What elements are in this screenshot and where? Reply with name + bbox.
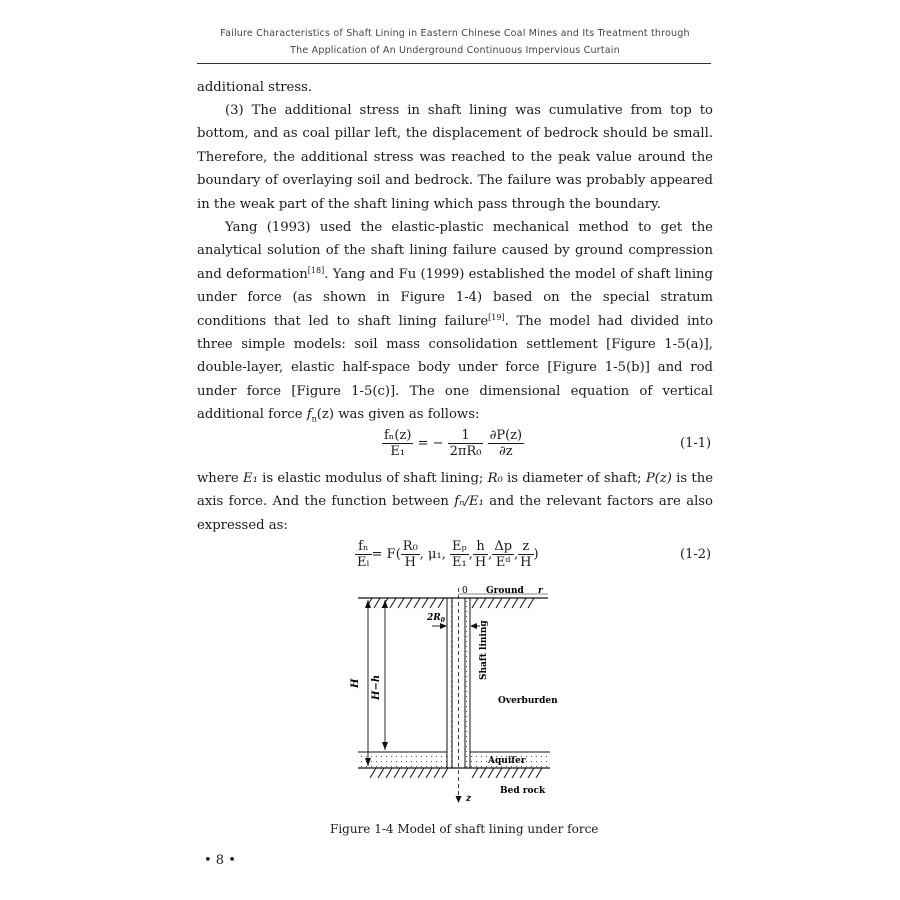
figure-caption: Figure 1-4 Model of shaft lining under force [330, 822, 599, 836]
eq2-lhs-den: Eₗ [357, 555, 370, 570]
eq2-t4-den: Eᵈ [495, 555, 511, 570]
label-diameter-main: 2R [427, 613, 441, 623]
label-origin: 0 [462, 586, 468, 596]
label-z-axis: z [466, 794, 472, 804]
p3-e1: E₁ [242, 471, 258, 486]
citation-18: [18] [307, 265, 325, 275]
eq1-rhs2-num: ∂P(z) [489, 428, 523, 443]
paragraph-2-text-d: was given as follows: [334, 407, 480, 423]
label-shaft-lining: Shaft lining [479, 620, 489, 680]
eq2-t5-num: z [518, 539, 533, 555]
running-header-line2: The Application of An Underground Continuous Impervious Curtain [290, 45, 620, 56]
shaft-wall-right [465, 598, 470, 768]
fn-symbol: f [306, 407, 312, 423]
running-header-line1: Failure Characteristics of Shaft Lining in Eastern Chinese Coal Mines and Its Treatment through [220, 28, 690, 39]
label-bedrock: Bed rock [500, 786, 546, 796]
eq1-lhs-num: fₙ(z) [384, 428, 412, 443]
z-axis-arrow [456, 796, 462, 803]
label-ground: Ground [486, 586, 524, 596]
fn-argument: (z) [316, 407, 334, 423]
eq1-lhs-den: E₁ [390, 444, 406, 459]
eq2-t2-den: E₁ [451, 555, 467, 570]
eq2-t1-num: R₀ [402, 539, 418, 554]
page-number: • 8 • [204, 853, 236, 868]
eq2-lhs-num: fₙ [355, 539, 372, 555]
eq2-func: = F( [371, 547, 401, 562]
eq2-mu: , μ₁, [419, 547, 450, 562]
p3-where: where [197, 471, 243, 486]
label-aquifer: Aquifer [488, 756, 526, 766]
paragraph-0-text: additional stress. [197, 80, 313, 95]
label-H: H [350, 678, 361, 688]
equation-1-2: $\frac{\text{fₙ}}{\text{Eₗ}}$ = F( $\frac{\text{R₀}}{H}$ , μ₁, $\frac{\text{Eₚ}}{\text{E₁}}$ , $\frac{h}{H}$ , $\frac{\Delta p}{\text{Eᵈ}}$ , $\frac{z}{H}$ ) [357, 539, 539, 570]
paragraph-2-text-a: Yang (1993) used the elastic-plastic mechanical method to get the analytical solution of the shaft lining failure caused by ground compression and deformation [197, 220, 713, 282]
eq2-t5-den: H [520, 555, 532, 570]
eq1-equals: = − [417, 436, 444, 451]
paragraph-1-text: (3) The additional stress in shaft lining was cumulative from top to bottom, and as coal pillar left, the displacement of bedrock should be small. Therefore, the additional stress was reached to the peak value around the boundary of overlaying soil and bedrock. The failure was probably appeared in the weak part of the shaft lining which pass through the boundary. [197, 103, 713, 212]
eq1-rhs1-num: 1 [448, 428, 484, 444]
equation-number-1-1: (1-1) [680, 436, 712, 451]
eq2-t3-num: h [473, 539, 488, 555]
eq2-close: ) [533, 547, 539, 562]
citation-19: [19] [488, 312, 505, 322]
label-overburden: Overburden [498, 696, 558, 706]
eq2-t4-num: Δp [494, 539, 513, 554]
paragraph-2-text-c: . The model had divided into three simple models: soil mass consolidation settlement [Figure 1-5(a)], double-layer, elastic half-space body under force [Figure 1-5(b)] and rod under force [Figure 1-5(c)]. The one dimensional equation of vertical additional force [197, 313, 714, 423]
label-r-axis: r [538, 586, 543, 596]
eq2-t1-den: H [404, 555, 416, 570]
label-diameter [426, 613, 446, 624]
eq2-t3-den: H [474, 555, 487, 570]
fn-subscript: n [311, 414, 317, 424]
equation-number-1-2: (1-2) [680, 547, 712, 562]
shaft-wall-left [447, 598, 452, 768]
p3-pz: P(z) [645, 471, 672, 486]
paragraph-2-text-b: . Yang and Fu (1999) established the model of shaft lining under force (as shown in Figure 1-4) based on the special stratum conditions that led to shaft lining failure [197, 266, 713, 329]
label-H-minus-h: H−h [371, 674, 382, 700]
bedrock-hatching [370, 768, 542, 778]
aquifer-layer-left [358, 752, 447, 768]
p3-ratio: fₙ/E₁ [454, 494, 484, 510]
p3-text-b: is diameter of shaft; [502, 471, 646, 486]
dim-Hh-arrow-top [382, 600, 388, 608]
label-diameter-sub: 0 [440, 617, 445, 624]
eq2-t2-num: Eₚ [451, 539, 467, 554]
eq1-rhs1-den: 2πR₀ [449, 444, 482, 459]
eq1-rhs2-den: ∂z [499, 444, 513, 459]
p3-text-c: is the axis force. And the function between [197, 471, 713, 510]
dim-Hh-arrow-bottom [382, 742, 388, 750]
p3-text-d: and the relevant factors are also expressed as: [197, 494, 713, 533]
diam-arrowhead-right [470, 623, 477, 629]
p3-text-a: is elastic modulus of shaft lining; [257, 471, 488, 486]
p3-r0: R₀ [487, 471, 503, 486]
